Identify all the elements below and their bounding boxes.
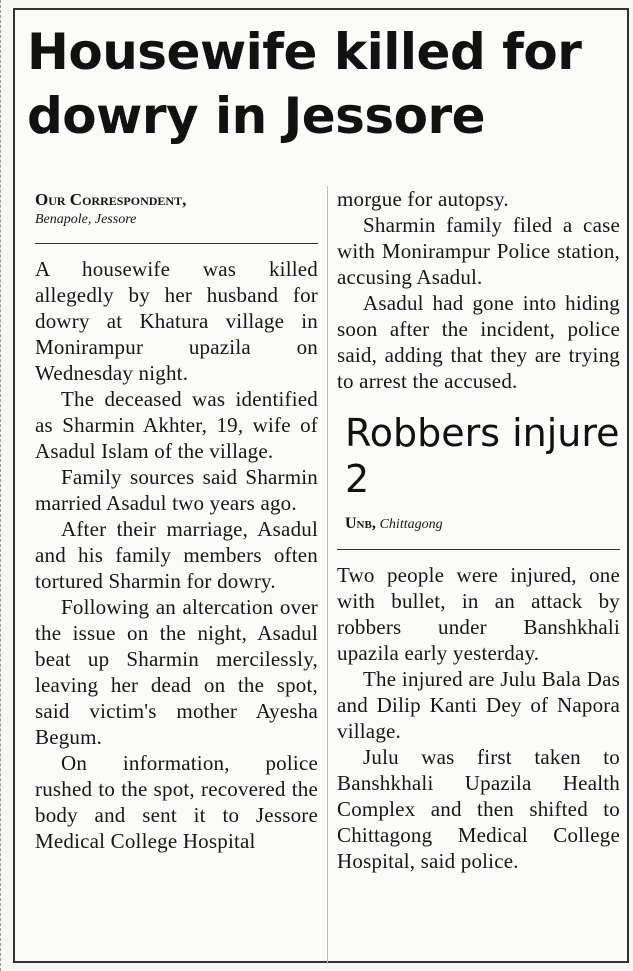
article-paragraph: Two people were injured, one with bullet, in an attack by robbers under Banshkhali upazila early yesterday. xyxy=(337,563,620,665)
second-article-byline xyxy=(345,514,620,535)
article-frame xyxy=(13,8,629,963)
article-paragraph-continued: morgue for autopsy. xyxy=(337,187,509,211)
byline-rule xyxy=(35,243,318,244)
article-paragraph: After their marriage, Asadul and his family members often tortured Sharmin for dowry. xyxy=(35,517,318,593)
left-column xyxy=(35,185,318,854)
byline-author: Our Correspondent, xyxy=(35,190,187,209)
article-paragraph: Following an altercation over the issue on the night, Asadul beat up Sharmin mercilessly, leaving her dead on the spot, said victim's mother Ayesha Begum. xyxy=(35,595,318,749)
article-paragraph: The injured are Julu Bala Das and Dilip Kanti Dey of Napora village. xyxy=(337,667,620,743)
byline-rule xyxy=(337,549,620,550)
byline-location: Chittagong xyxy=(379,517,443,532)
article-paragraph: A housewife was killed allegedly by her husband for dowry at Khatura village in Monirampur upazila on Wednesday night. xyxy=(35,257,318,385)
article-paragraph-continued: Sharmin family filed a case with Monirampur Police station, accusing Asadul. xyxy=(337,213,620,289)
column-divider xyxy=(327,186,328,964)
article-paragraph: Julu was first taken to Banshkhali Upazila Health Complex and then shifted to Chittagong Medical College Hospital, said police. xyxy=(337,745,620,873)
article-paragraph: The deceased was identified as Sharmin Akhter, 19, wife of Asadul Islam of the village. xyxy=(35,387,318,463)
article-paragraph: Family sources said Sharmin married Asadul two years ago. xyxy=(35,465,318,515)
right-column xyxy=(337,186,620,874)
article-headline: Housewife killed for dowry in Jessore xyxy=(27,23,582,145)
article-paragraph: On information, police rushed to the spot, recovered the body and sent it to Jessore Medical College Hospital xyxy=(35,751,318,853)
byline-agency: Unb, xyxy=(345,515,376,532)
article-paragraph-continued: Asadul had gone into hiding soon after the incident, police said, adding that they are trying to arrest the accused. xyxy=(337,291,620,393)
second-article-headline: Robbers injure 2 xyxy=(345,411,620,501)
byline-location: Benapole, Jessore xyxy=(35,212,137,227)
